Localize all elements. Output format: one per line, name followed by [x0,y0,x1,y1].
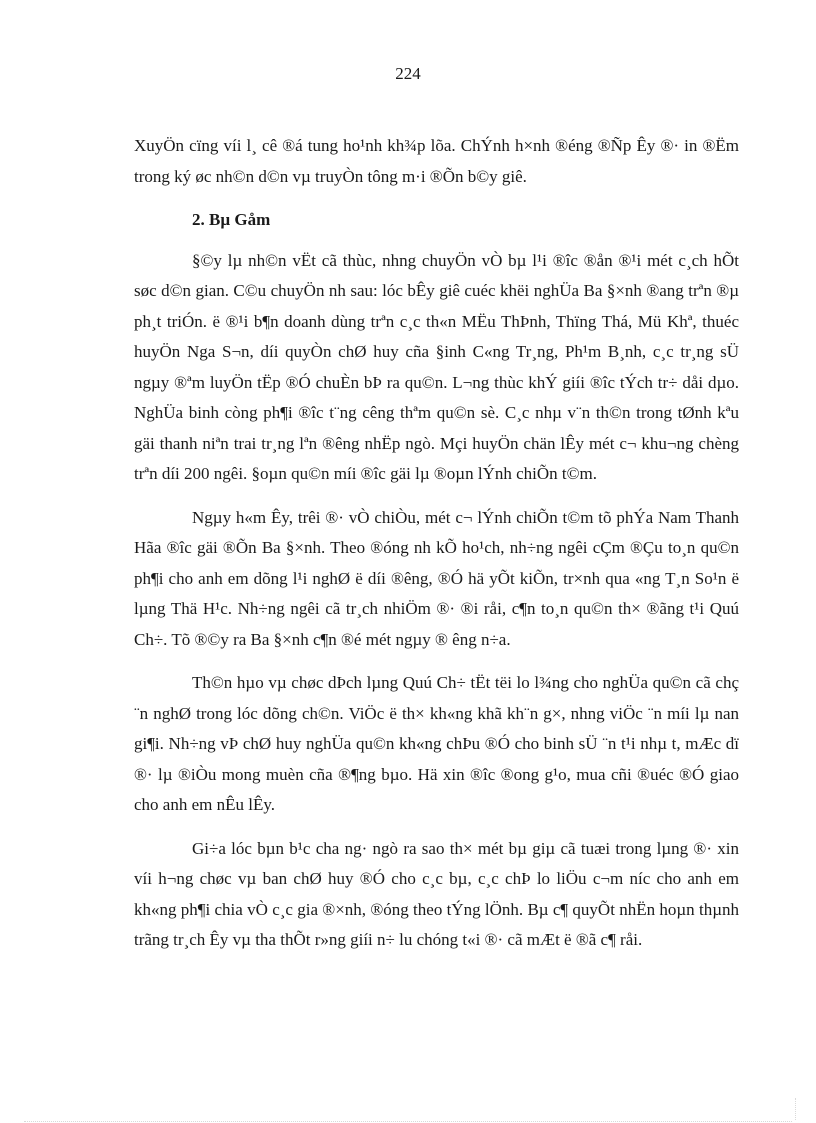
paragraph: Ngµy h«m Êy, trêi ®· vÒ chiÒu, mét c¬ lÝnh chiÕn t©m tõ phÝa Nam Thanh Hãa ®îc gäi ®Õn Ba §×nh. Theo ®óng nh kÕ ho¹ch, nh÷ng ngêi cÇm ®Çu to¸n qu©n ph¶i cho anh em dõng l¹i nghØ ë díi ®êng, ®Ó hä yÕt kiÕn, tr×nh qua «ng T¸n So¹n ë lµng Thä H¹c. Nh÷ng ngêi cã tr¸ch nhiÖm ®· ®i råi, c¶n to¸n qu©n th× ®ãng t¹i Quú Ch÷. Tõ ®©y ra Ba §×nh c¶n ®é mét ngµy ® êng n÷a. [134,507,739,649]
paragraph: §©y lµ nh©n vËt cã thùc, nhng chuyÖn vÒ bµ l¹i ®îc ®ån ®¹i mét c¸ch hÕt søc d©n gian. C©u chuyÖn nh sau: lóc bÊy giê cuéc khëi nghÜa Ba §×nh ®ang trªn ®µ ph¸t triÓn. ë ®¹i b¶n doanh dùng trªn c¸c th«n MËu ThÞnh, Thïng Thá, Mü Khª, thuéc huyÖn Nga S¬n, díi quyÒn chØ huy cña §inh C«ng Tr¸ng, Ph¹m B¸nh, c¸c tr¸ng sÜ ngµy ®ªm luyÖn tËp ®Ó chuÈn bÞ ra qu©n. L¬ng thùc khÝ giíi ®îc tÝch tr÷ dåi dµo. NghÜa binh còng ph¶i ®îc t¨ng cêng thªm qu©n sè. C¸c nhµ v¨n th©n trong tØnh kªu gäi thanh niªn trai tr¸ng lªn ®êng nhËp ngò. Mçi huyÖn chän lÊy mét c¬ khu¬ng chèng trªn díi 200 ngêi. §oµn qu©n míi ®îc gäi lµ ®oµn lÝnh chiÕn t©m. [134,250,739,483]
section-heading: 2. Bµ Gåm [192,210,271,229]
paragraph: Gi÷a lóc bµn b¹c cha ng· ngò ra sao th× mét bµ giµ cã tuæi trong lµng ®· xin víi h¬ng chøc vµ ban chØ huy ®Ó cho c¸c bµ, c¸c chÞ lo liÖu c¬m níc cho anh em kh«ng ph¶i chia vÒ c¸c gia ®×nh, ®óng theo tÝng lÖnh. Bµ c¶ quyÕt nhËn hoµn thµnh trãng tr¸ch Êy vµ tha thÕt r»ng giíi n÷ lu chóng t«i ®· cã mÆt ë ®ã c¶ råi. [134,838,739,949]
page-number: 224 [395,64,421,83]
paragraph: Th©n hµo vµ chøc dÞch lµng Quú Ch÷ tËt tëi lo l¾ng cho nghÜa qu©n cã chç ¨n nghØ trong lóc dõng ch©n. ViÖc ë th× kh«ng khã kh¨n g×, nhng viÖc ¨n míi lµ nan gi¶i. Nh÷ng vÞ chØ huy nghÜa qu©n kh«ng chÞu ®Ó cho binh sÜ ¨n t¹i nhµ t, mÆc dï ®· lµ ®iÒu mong muèn cña ®¶ng bµo. Hä xin ®îc ®ong g¹o, mua cñi ®uéc ®Ó giao cho anh em nÊu lÊy. [134,673,739,814]
paragraph-continued: XuyÖn cïng víi l¸ cê ®á tung ho¹nh kh¾p lõa. ChÝnh h×nh ®éng ®Ñp Êy ®· in ®Ëm trong ký øc nh©n d©n vµ truyÒn tông m·i ®Õn b©y giê. [134,136,739,186]
document-body [134,131,739,969]
page-edge-divider [24,1121,792,1122]
page-corner-mark [795,1098,796,1120]
